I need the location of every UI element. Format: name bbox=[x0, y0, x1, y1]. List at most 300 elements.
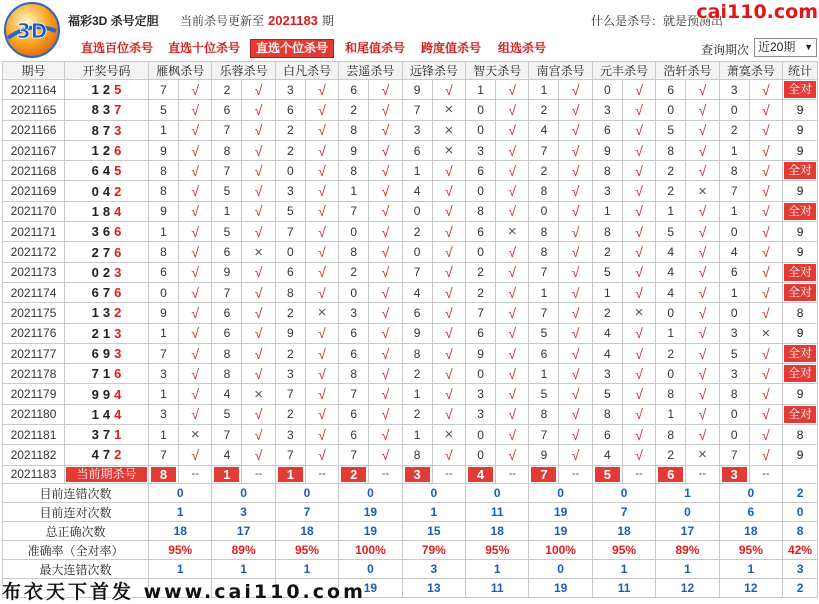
kill-number: 2 bbox=[592, 303, 622, 323]
stat-cell bbox=[783, 161, 818, 181]
correct-mark-icon: √ bbox=[749, 425, 782, 445]
kill-number: 2 bbox=[656, 445, 686, 465]
kill-number: 8 bbox=[402, 445, 432, 465]
current-kill-number-cell bbox=[529, 465, 559, 484]
kill-number: 4 bbox=[592, 343, 622, 363]
summary-value: 18 bbox=[592, 522, 655, 541]
draw-digit: 3 bbox=[114, 346, 122, 361]
tab-sum-tail-kill[interactable]: 和尾值杀号 bbox=[345, 41, 406, 55]
kill-number: 2 bbox=[275, 140, 305, 160]
kill-number: 0 bbox=[719, 303, 749, 323]
kill-number: 1 bbox=[719, 140, 749, 160]
kill-number: 6 bbox=[402, 303, 432, 323]
kill-number: 6 bbox=[212, 242, 242, 262]
correct-mark-icon: √ bbox=[179, 201, 212, 221]
wrong-mark-icon: × bbox=[305, 303, 338, 323]
draw-digit: 7 bbox=[102, 244, 111, 260]
pending-mark: -- bbox=[496, 465, 529, 484]
period-cell: 2021181 bbox=[3, 425, 65, 445]
kill-number: 7 bbox=[339, 201, 369, 221]
summary-value: 19 bbox=[529, 503, 592, 522]
correct-mark-icon: √ bbox=[432, 323, 465, 343]
kill-number: 2 bbox=[339, 100, 369, 120]
correct-mark-icon: √ bbox=[179, 364, 212, 384]
correct-mark-icon: √ bbox=[496, 120, 529, 140]
stat-cell bbox=[783, 384, 818, 404]
summary-value: 18 bbox=[275, 522, 338, 541]
kill-number: 3 bbox=[719, 323, 749, 343]
query-period-label: 查询期次 bbox=[701, 43, 750, 57]
draw-digit: 5 bbox=[114, 163, 122, 179]
draw-row bbox=[3, 161, 818, 181]
draw-digit: 7 bbox=[102, 447, 111, 463]
what-is-kill-number-link[interactable]: 什么是杀号：就是预测出 bbox=[591, 14, 723, 28]
correct-mark-icon: √ bbox=[686, 343, 719, 363]
correct-mark-icon: √ bbox=[686, 100, 719, 120]
current-kill-number: 6 bbox=[658, 467, 683, 482]
correct-mark-icon: √ bbox=[432, 343, 465, 363]
summary-value: 17 bbox=[212, 522, 275, 541]
kill-number: 5 bbox=[592, 384, 622, 404]
all-correct-badge: 全对 bbox=[784, 203, 816, 220]
current-kill-number-cell bbox=[149, 465, 179, 484]
kill-number: 2 bbox=[212, 80, 242, 100]
summary-value: 19 bbox=[529, 522, 592, 541]
kill-number: 7 bbox=[529, 425, 559, 445]
correct-mark-icon: √ bbox=[179, 404, 212, 424]
kill-number: 8 bbox=[212, 364, 242, 384]
stat-cell bbox=[783, 120, 818, 140]
draw-digit: 3 bbox=[114, 264, 122, 280]
kill-number: 3 bbox=[339, 303, 369, 323]
current-kill-number: 7 bbox=[531, 467, 556, 482]
kill-number: 7 bbox=[529, 262, 559, 282]
summary-value: 95% bbox=[719, 541, 782, 560]
draw-digit: 2 bbox=[114, 447, 122, 463]
summary-value: 1 bbox=[592, 560, 655, 579]
kill-number: 1 bbox=[149, 384, 179, 404]
draw-digit: 3 bbox=[102, 305, 111, 321]
summary-value: 0 bbox=[529, 560, 592, 579]
correct-mark-icon: √ bbox=[305, 120, 338, 140]
draw-row bbox=[3, 222, 818, 242]
kill-number: 8 bbox=[592, 404, 622, 424]
draw-digit: 6 bbox=[114, 224, 122, 240]
correct-mark-icon: √ bbox=[496, 181, 529, 201]
correct-mark-icon: √ bbox=[559, 323, 592, 343]
draw-row bbox=[3, 100, 818, 120]
correct-mark-icon: √ bbox=[432, 80, 465, 100]
pending-mark: -- bbox=[179, 465, 212, 484]
lottery-3d-logo bbox=[3, 1, 61, 59]
correct-mark-icon: √ bbox=[179, 343, 212, 363]
kill-number: 8 bbox=[275, 282, 305, 302]
draw-digit: 6 bbox=[102, 224, 111, 240]
current-kill-number: 3 bbox=[722, 467, 747, 482]
draw-row bbox=[3, 181, 818, 201]
kill-number: 7 bbox=[529, 303, 559, 323]
all-correct-badge: 全对 bbox=[784, 81, 816, 98]
correct-mark-icon: √ bbox=[305, 80, 338, 100]
kill-number: 5 bbox=[656, 120, 686, 140]
tab-span-kill[interactable]: 跨度值杀号 bbox=[421, 41, 482, 55]
summary-value: 0 bbox=[339, 484, 402, 503]
kill-number: 7 bbox=[339, 445, 369, 465]
correct-mark-icon: √ bbox=[432, 303, 465, 323]
kill-number: 1 bbox=[656, 201, 686, 221]
summary-value: 7 bbox=[275, 503, 338, 522]
summary-value: 0 bbox=[402, 484, 465, 503]
kill-number: 4 bbox=[656, 242, 686, 262]
correct-mark-icon: √ bbox=[559, 222, 592, 242]
draw-digit: 4 bbox=[91, 447, 99, 463]
current-kill-number-cell bbox=[212, 465, 242, 484]
correct-count: 9 bbox=[796, 184, 804, 199]
correct-count: 9 bbox=[796, 224, 804, 239]
draw-digit: 1 bbox=[91, 305, 99, 321]
correct-mark-icon: √ bbox=[749, 303, 782, 323]
correct-mark-icon: √ bbox=[305, 242, 338, 262]
correct-mark-icon: √ bbox=[749, 80, 782, 100]
current-kill-number: 5 bbox=[595, 467, 620, 482]
draw-number-cell bbox=[65, 242, 149, 262]
summary-row bbox=[3, 541, 818, 560]
correct-mark-icon: √ bbox=[749, 242, 782, 262]
correct-mark-icon: √ bbox=[179, 161, 212, 181]
query-period-select[interactable] bbox=[754, 38, 817, 57]
kill-number: 0 bbox=[592, 80, 622, 100]
kill-number: 8 bbox=[656, 384, 686, 404]
kill-number: 0 bbox=[466, 120, 496, 140]
correct-mark-icon: √ bbox=[305, 222, 338, 242]
tab-group-kill[interactable]: 组选杀号 bbox=[498, 41, 547, 55]
summary-value: 0 bbox=[783, 503, 818, 522]
kill-number: 8 bbox=[529, 222, 559, 242]
draw-digit: 8 bbox=[91, 102, 99, 118]
current-kill-number-cell bbox=[402, 465, 432, 484]
period-cell: 2021175 bbox=[3, 303, 65, 323]
column-header: 智天杀号 bbox=[466, 62, 529, 80]
kill-number: 8 bbox=[466, 201, 496, 221]
summary-value: 1 bbox=[402, 503, 465, 522]
kill-number: 1 bbox=[719, 201, 749, 221]
draw-digit: 4 bbox=[102, 183, 111, 199]
correct-mark-icon: √ bbox=[369, 181, 402, 201]
correct-mark-icon: √ bbox=[242, 303, 275, 323]
all-correct-badge: 全对 bbox=[784, 162, 816, 179]
logo-text: 3D bbox=[16, 19, 48, 43]
correct-mark-icon: √ bbox=[622, 80, 655, 100]
current-kill-number: 3 bbox=[405, 467, 430, 482]
draw-digit: 1 bbox=[91, 82, 99, 98]
current-kill-number: 1 bbox=[214, 467, 239, 482]
correct-mark-icon: √ bbox=[749, 181, 782, 201]
update-suffix: 期 bbox=[321, 14, 334, 28]
site-title: 福彩3D 杀号定胆 bbox=[68, 14, 159, 28]
draw-digit: 2 bbox=[102, 264, 111, 280]
summary-value: 0 bbox=[149, 484, 212, 503]
draw-digit: 6 bbox=[114, 143, 122, 159]
kill-number: 1 bbox=[402, 425, 432, 445]
correct-mark-icon: √ bbox=[242, 282, 275, 302]
kill-number: 3 bbox=[149, 364, 179, 384]
kill-number: 1 bbox=[149, 222, 179, 242]
draw-row bbox=[3, 303, 818, 323]
summary-value: 89% bbox=[212, 541, 275, 560]
draw-digit: 7 bbox=[102, 122, 111, 138]
correct-mark-icon: √ bbox=[369, 425, 402, 445]
draw-row bbox=[3, 201, 818, 221]
summary-row bbox=[3, 522, 818, 541]
kill-number: 0 bbox=[275, 242, 305, 262]
kill-number: 3 bbox=[466, 140, 496, 160]
wrong-mark-icon: × bbox=[432, 120, 465, 140]
summary-value: 19 bbox=[529, 579, 592, 598]
correct-mark-icon: √ bbox=[686, 404, 719, 424]
correct-mark-icon: √ bbox=[686, 282, 719, 302]
draw-digit: 8 bbox=[91, 122, 99, 138]
kill-number: 9 bbox=[149, 303, 179, 323]
correct-mark-icon: √ bbox=[622, 140, 655, 160]
watermark-top: cai110.com bbox=[696, 1, 818, 23]
correct-mark-icon: √ bbox=[496, 343, 529, 363]
draw-digit: 2 bbox=[91, 325, 99, 341]
correct-mark-icon: √ bbox=[369, 161, 402, 181]
wrong-mark-icon: × bbox=[686, 181, 719, 201]
correct-mark-icon: √ bbox=[305, 100, 338, 120]
wrong-mark-icon: × bbox=[686, 445, 719, 465]
draw-digit: 8 bbox=[102, 203, 111, 219]
stat-cell bbox=[783, 404, 818, 424]
correct-mark-icon: √ bbox=[496, 384, 529, 404]
correct-mark-icon: √ bbox=[749, 100, 782, 120]
correct-mark-icon: √ bbox=[622, 181, 655, 201]
kill-number: 0 bbox=[656, 364, 686, 384]
summary-value: 95% bbox=[275, 541, 338, 560]
correct-mark-icon: √ bbox=[305, 262, 338, 282]
kill-number: 4 bbox=[212, 384, 242, 404]
kill-number: 4 bbox=[402, 282, 432, 302]
kill-number: 2 bbox=[402, 404, 432, 424]
kill-number: 0 bbox=[466, 100, 496, 120]
correct-mark-icon: √ bbox=[432, 222, 465, 242]
kill-number: 9 bbox=[529, 445, 559, 465]
correct-mark-icon: √ bbox=[559, 343, 592, 363]
correct-mark-icon: √ bbox=[749, 364, 782, 384]
correct-mark-icon: √ bbox=[179, 140, 212, 160]
draw-digit: 3 bbox=[91, 224, 99, 240]
correct-mark-icon: √ bbox=[496, 445, 529, 465]
draw-row bbox=[3, 425, 818, 445]
correct-mark-icon: √ bbox=[686, 425, 719, 445]
correct-mark-icon: √ bbox=[179, 282, 212, 302]
all-correct-badge: 全对 bbox=[784, 284, 816, 301]
kill-number: 0 bbox=[656, 100, 686, 120]
period-cell: 2021170 bbox=[3, 201, 65, 221]
correct-mark-icon: √ bbox=[242, 222, 275, 242]
draw-digit: 3 bbox=[114, 122, 122, 138]
tab-tens-kill[interactable]: 直选十位杀号 bbox=[168, 41, 241, 55]
pending-mark: -- bbox=[686, 465, 719, 484]
period-cell: 2021180 bbox=[3, 404, 65, 424]
draw-digit: 0 bbox=[91, 183, 99, 199]
kill-number: 6 bbox=[719, 262, 749, 282]
correct-mark-icon: √ bbox=[179, 80, 212, 100]
stat-cell bbox=[783, 140, 818, 160]
correct-mark-icon: √ bbox=[686, 201, 719, 221]
draw-number-cell bbox=[65, 181, 149, 201]
correct-mark-icon: √ bbox=[305, 282, 338, 302]
kill-number: 6 bbox=[339, 404, 369, 424]
column-header: 南宫杀号 bbox=[529, 62, 592, 80]
draw-digit: 6 bbox=[114, 366, 122, 382]
correct-mark-icon: √ bbox=[242, 80, 275, 100]
correct-count: 9 bbox=[796, 245, 804, 260]
correct-mark-icon: √ bbox=[496, 161, 529, 181]
correct-mark-icon: √ bbox=[622, 201, 655, 221]
kill-number: 0 bbox=[719, 404, 749, 424]
pending-mark: -- bbox=[622, 465, 655, 484]
kill-number: 1 bbox=[719, 282, 749, 302]
correct-mark-icon: √ bbox=[432, 262, 465, 282]
correct-mark-icon: √ bbox=[686, 222, 719, 242]
stat-cell bbox=[783, 80, 818, 100]
kill-number: 7 bbox=[212, 282, 242, 302]
kill-number: 3 bbox=[466, 404, 496, 424]
stat-cell bbox=[783, 303, 818, 323]
draw-digit: 7 bbox=[102, 285, 111, 301]
correct-mark-icon: √ bbox=[496, 303, 529, 323]
correct-mark-icon: √ bbox=[432, 242, 465, 262]
correct-mark-icon: √ bbox=[305, 364, 338, 384]
current-kill-number-cell bbox=[719, 465, 749, 484]
kill-number: 0 bbox=[529, 201, 559, 221]
period-cell: 2021169 bbox=[3, 181, 65, 201]
kill-number: 0 bbox=[339, 222, 369, 242]
column-header: 开奖号码 bbox=[65, 62, 149, 80]
draw-digit: 6 bbox=[114, 244, 122, 260]
kill-number: 7 bbox=[212, 120, 242, 140]
kill-number: 0 bbox=[466, 364, 496, 384]
summary-label: 最大连错次数 bbox=[3, 560, 149, 579]
column-header: 元丰杀号 bbox=[592, 62, 655, 80]
correct-mark-icon: √ bbox=[305, 384, 338, 404]
update-period: 2021183 bbox=[268, 13, 318, 28]
draw-row bbox=[3, 140, 818, 160]
correct-mark-icon: √ bbox=[369, 262, 402, 282]
summary-value: 19 bbox=[339, 522, 402, 541]
summary-value: 1 bbox=[212, 560, 275, 579]
correct-mark-icon: √ bbox=[622, 222, 655, 242]
correct-mark-icon: √ bbox=[432, 384, 465, 404]
kill-number: 8 bbox=[719, 161, 749, 181]
summary-value: 0 bbox=[656, 503, 719, 522]
correct-count: 9 bbox=[796, 123, 804, 138]
correct-mark-icon: √ bbox=[622, 100, 655, 120]
tab-hundreds-kill[interactable]: 直选百位杀号 bbox=[81, 41, 154, 55]
draw-row bbox=[3, 242, 818, 262]
correct-mark-icon: √ bbox=[496, 323, 529, 343]
correct-mark-icon: √ bbox=[432, 181, 465, 201]
kill-number: 6 bbox=[149, 262, 179, 282]
correct-mark-icon: √ bbox=[622, 384, 655, 404]
kill-number: 7 bbox=[339, 384, 369, 404]
correct-mark-icon: √ bbox=[496, 242, 529, 262]
correct-count: 9 bbox=[796, 102, 804, 117]
correct-mark-icon: √ bbox=[749, 120, 782, 140]
draw-digit: 5 bbox=[114, 82, 122, 98]
period-cell: 2021165 bbox=[3, 100, 65, 120]
draw-digit: 2 bbox=[114, 305, 122, 321]
draw-number-cell bbox=[65, 343, 149, 363]
kill-number: 7 bbox=[149, 343, 179, 363]
kill-number: 3 bbox=[149, 404, 179, 424]
correct-mark-icon: √ bbox=[242, 161, 275, 181]
draw-row bbox=[3, 445, 818, 465]
summary-row bbox=[3, 560, 818, 579]
kill-number: 7 bbox=[529, 140, 559, 160]
period-cell: 2021178 bbox=[3, 364, 65, 384]
summary-value: 19 bbox=[339, 579, 402, 598]
kill-number: 3 bbox=[275, 364, 305, 384]
stat-cell bbox=[783, 364, 818, 384]
stat-cell bbox=[783, 100, 818, 120]
kill-number: 2 bbox=[466, 282, 496, 302]
period-cell: 2021168 bbox=[3, 161, 65, 181]
draw-number-cell bbox=[65, 120, 149, 140]
kill-number-table bbox=[2, 61, 818, 598]
kill-number: 4 bbox=[212, 445, 242, 465]
correct-mark-icon: √ bbox=[559, 303, 592, 323]
watermark-bottom: 布衣天下首发 www.cai110.com bbox=[2, 581, 366, 603]
wrong-mark-icon: × bbox=[622, 303, 655, 323]
summary-value: 100% bbox=[529, 541, 592, 560]
correct-mark-icon: √ bbox=[369, 242, 402, 262]
kill-number: 3 bbox=[592, 181, 622, 201]
draw-digit: 4 bbox=[114, 386, 122, 402]
kill-number: 2 bbox=[656, 161, 686, 181]
pending-mark: -- bbox=[242, 465, 275, 484]
kill-number: 8 bbox=[212, 343, 242, 363]
column-header: 远锋杀号 bbox=[402, 62, 465, 80]
kill-number: 8 bbox=[339, 120, 369, 140]
pending-mark: -- bbox=[369, 465, 402, 484]
correct-mark-icon: √ bbox=[432, 364, 465, 384]
kill-number: 3 bbox=[402, 120, 432, 140]
period-cell: 2021167 bbox=[3, 140, 65, 160]
correct-count: 9 bbox=[796, 326, 804, 341]
tab-units-kill[interactable]: 直选个位杀号 bbox=[250, 39, 334, 58]
kill-number: 5 bbox=[592, 262, 622, 282]
kill-number: 6 bbox=[466, 323, 496, 343]
kill-number: 1 bbox=[149, 323, 179, 343]
stat-cell bbox=[783, 181, 818, 201]
draw-number-cell bbox=[65, 80, 149, 100]
correct-mark-icon: √ bbox=[369, 303, 402, 323]
kill-number: 2 bbox=[466, 262, 496, 282]
correct-mark-icon: √ bbox=[686, 303, 719, 323]
correct-mark-icon: √ bbox=[686, 242, 719, 262]
draw-number-cell bbox=[65, 282, 149, 302]
kill-number: 7 bbox=[402, 262, 432, 282]
correct-mark-icon: √ bbox=[305, 323, 338, 343]
summary-value: 95% bbox=[466, 541, 529, 560]
draw-digit: 1 bbox=[91, 406, 99, 422]
kill-number: 7 bbox=[212, 161, 242, 181]
kill-number: 7 bbox=[212, 425, 242, 445]
correct-count: 8 bbox=[796, 305, 804, 320]
current-kill-number-cell bbox=[656, 465, 686, 484]
